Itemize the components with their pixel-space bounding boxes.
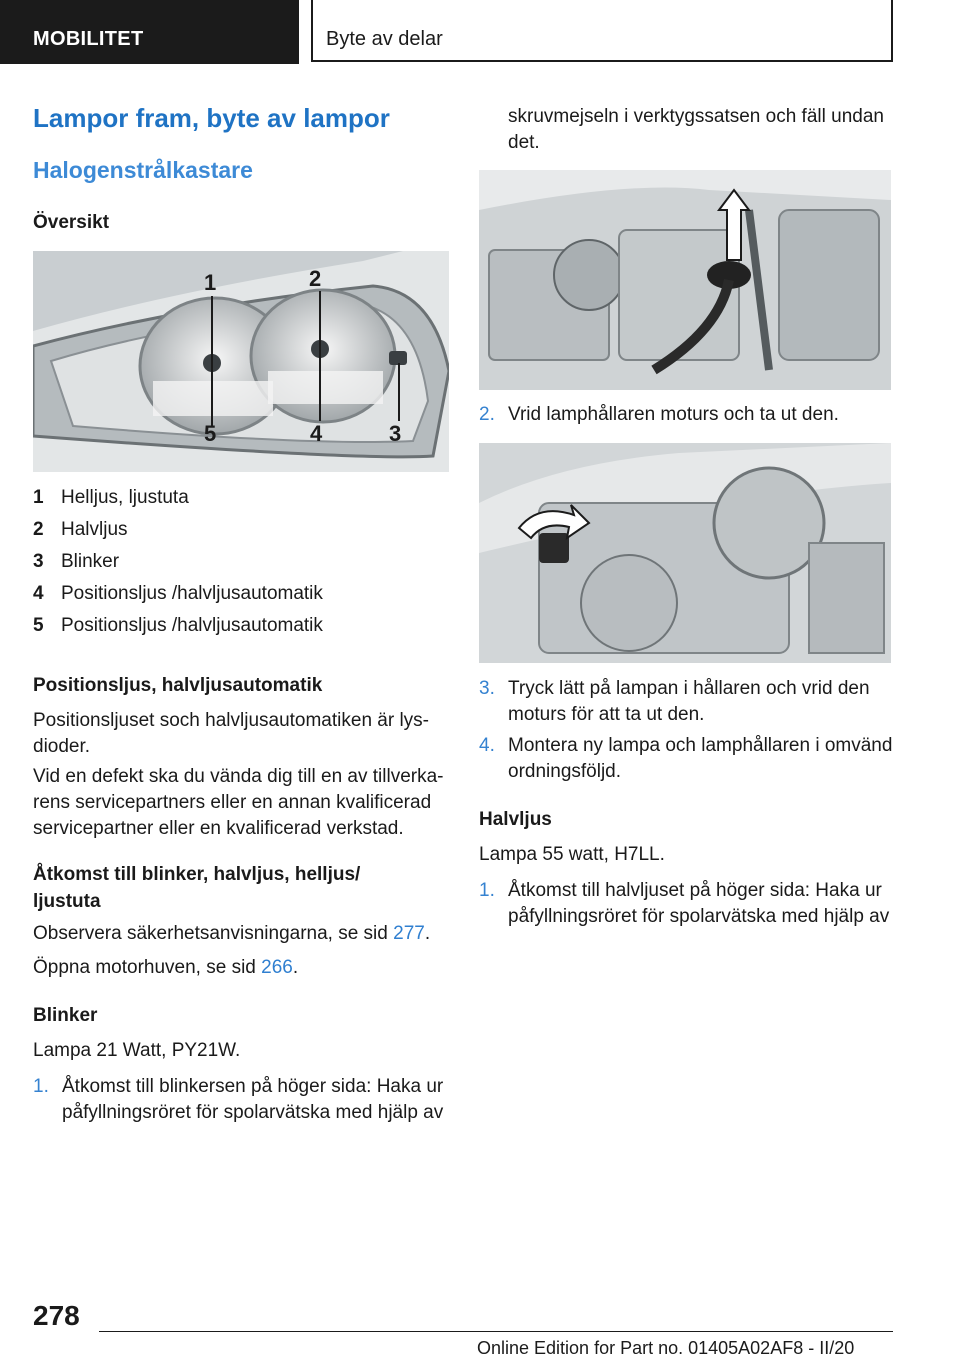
headlight-overview-figure: [33, 251, 449, 472]
step-2: 2. Vrid lamphållaren moturs och ta ut den.: [479, 404, 839, 425]
paragraph-line: Positionsljuset soch halvljusautomatiken är lys‐: [33, 710, 430, 731]
blinker-heading: Blinker: [33, 1005, 98, 1026]
section-subtitle: Halogenstrålkastare: [33, 157, 253, 183]
blinker-step-1: 1. Åtkomst till blinkersen på höger sida: Haka ur påfyllningsröret för spolarvätska med hjälp av: [33, 1076, 444, 1123]
headlight-illustration: [33, 251, 449, 472]
footer-divider: [99, 1331, 893, 1332]
figure-label-1: 1: [204, 270, 217, 295]
header-chapter-box: [311, 0, 893, 62]
paragraph-line: servicepartner eller en kvalificerad verkstad.: [33, 818, 404, 839]
legend-item: 3 Blinker: [33, 551, 120, 572]
paragraph-line: Vid en defekt ska du vända dig till en av tillverka‐: [33, 766, 444, 787]
legend-item: 5 Positionsljus /halvljusautomatik: [33, 615, 323, 636]
header-chapter-label: Byte av delar: [326, 28, 443, 50]
paragraph-line: dioder.: [33, 736, 91, 757]
page-link-277[interactable]: 277: [393, 923, 425, 944]
low-beam-step-1: 1. Åtkomst till halvljuset på höger sida: Haka ur påfyllningsröret för spolarvätska med hjälp av: [479, 880, 890, 927]
lamp-holder-figure: [479, 443, 891, 663]
edition-footer: Online Edition for Part no. 01405A02AF8 - II/20: [477, 1338, 855, 1358]
step-continuation-line: skruvmejseln i verktygssatsen och fäll undan: [508, 106, 884, 127]
engine-bay-illustration-2: [479, 443, 891, 663]
hood-reference: Öppna motorhuven, se sid 266.: [33, 957, 299, 978]
figure-label-5: 5: [204, 421, 217, 446]
safety-reference: Observera säkerhetsanvisningarna, se sid 277.: [33, 923, 431, 944]
overview-heading: Översikt: [33, 212, 110, 233]
figure-label-4: 4: [310, 421, 323, 446]
legend-item: 1 Helljus, ljustuta: [33, 487, 189, 508]
low-beam-lamp-spec: Lampa 55 watt, H7LL.: [479, 844, 665, 865]
access-heading-line: ljustuta: [33, 891, 101, 912]
position-light-heading: Positionsljus, halvljusautomatik: [33, 675, 323, 696]
paragraph-line: rens servicepartners eller en annan kvalificerad: [33, 792, 432, 813]
page-link-266[interactable]: 266: [261, 957, 293, 978]
access-heading-line: Åtkomst till blinker, halvljus, helljus/: [33, 864, 361, 885]
washer-pipe-figure: [479, 170, 891, 390]
page-number: 278: [33, 1300, 80, 1331]
page-title: Lampor fram, byte av lampor: [33, 103, 390, 133]
figure-label-3: 3: [389, 421, 402, 446]
step-continuation-line: det.: [508, 132, 540, 153]
figure-label-2: 2: [309, 266, 322, 291]
low-beam-heading: Halvljus: [479, 809, 552, 830]
header-section-label: MOBILITET: [33, 28, 144, 50]
step-3: 3. Tryck lätt på lampan i hållaren och vrid den moturs för att ta ut den.: [479, 678, 870, 725]
blinker-lamp-spec: Lampa 21 Watt, PY21W.: [33, 1040, 241, 1061]
legend-item: 4 Positionsljus /halvljusautomatik: [33, 583, 323, 604]
engine-bay-illustration-1: [479, 170, 891, 390]
step-4: 4. Montera ny lampa och lamphållaren i omvänd ordningsföljd.: [479, 735, 893, 782]
header-section-tab: [0, 0, 299, 64]
legend-item: 2 Halvljus: [33, 519, 128, 540]
